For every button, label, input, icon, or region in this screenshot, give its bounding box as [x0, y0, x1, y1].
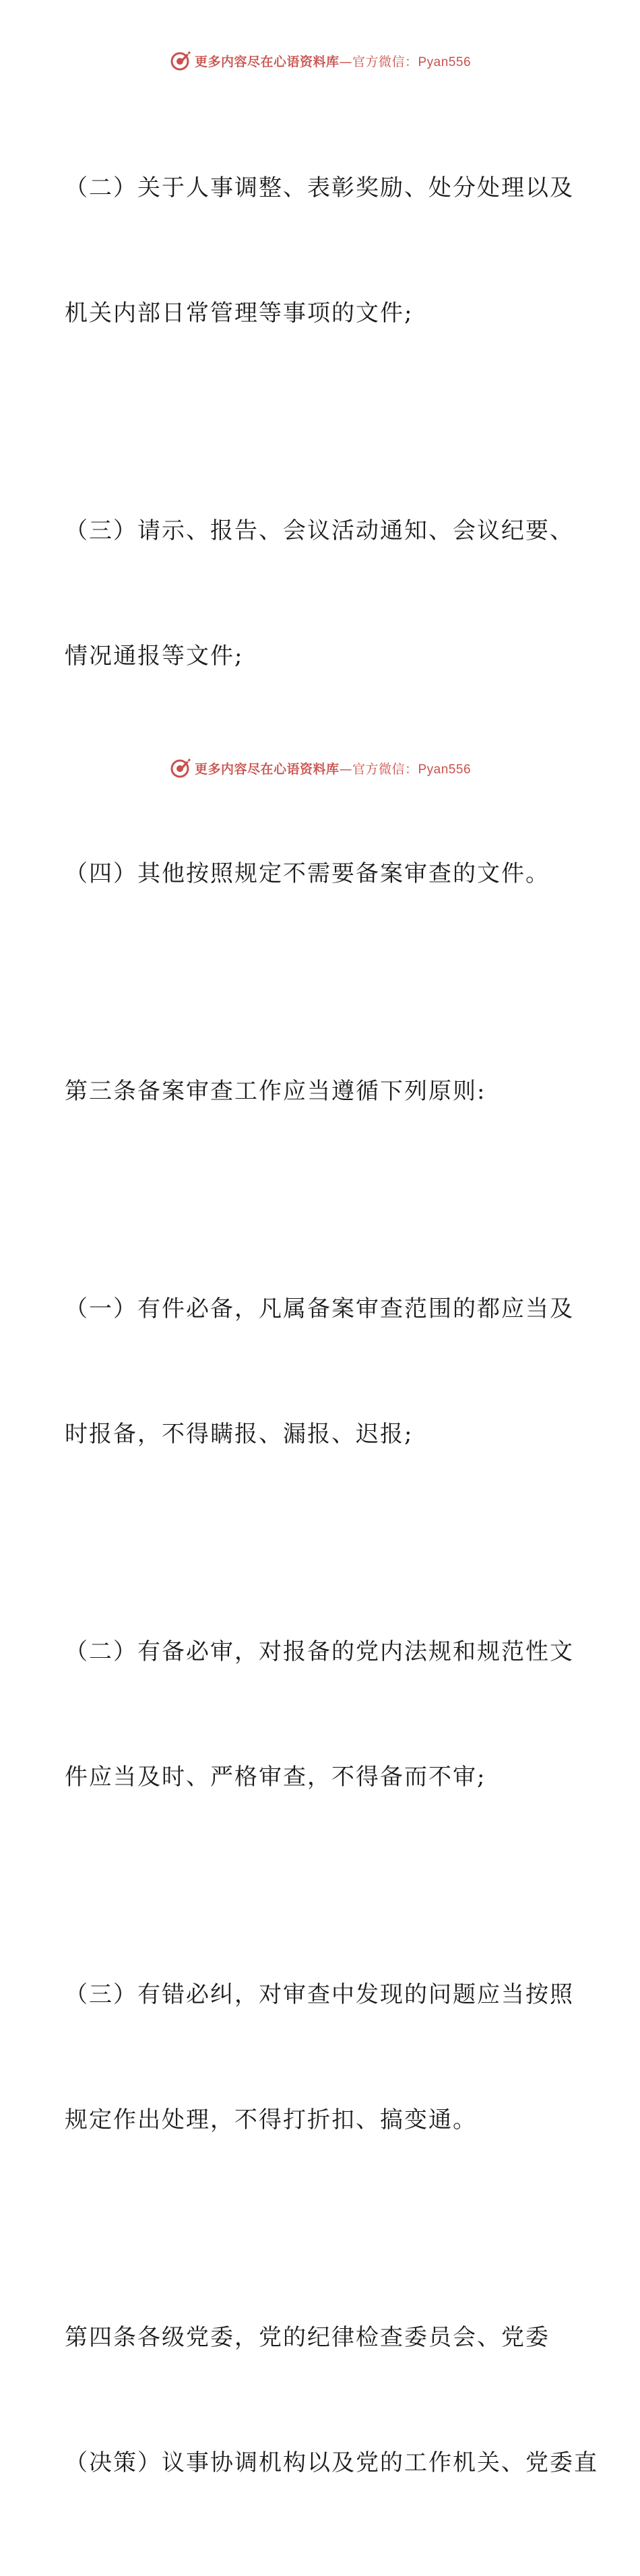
text-line: 第四条各级党委，党的纪律检查委员会、党委	[65, 2324, 550, 2351]
document-body	[65, 84, 598, 2576]
article-heading	[65, 2233, 598, 2567]
paragraph	[65, 1890, 577, 2224]
text-line: 件应当及时、严格审查，不得备而不审;	[65, 1764, 486, 1791]
text-line: （一）有件必备，凡属备案审查范围的都应当及	[65, 1295, 574, 1322]
watermark-wechat-id: Pyan556	[418, 762, 472, 777]
text-line: 机关内部日常管理等事项的文件;	[65, 300, 414, 327]
watermark-site: 更多内容尽在心语资料库	[194, 761, 340, 777]
quill-logo-icon	[169, 49, 192, 72]
text-line: （二）关于人事调整、表彰奖励、处分处理以及	[65, 174, 574, 201]
watermark-text	[195, 52, 471, 70]
watermark-wechat-id: Pyan556	[418, 55, 472, 69]
paragraph	[65, 426, 577, 761]
text-line: （决策）议事协调机构以及党的工作机关、党委直	[65, 2449, 598, 2476]
header-watermark	[0, 47, 640, 74]
text-line: （三）有错必纠，对审查中发现的问题应当按照	[65, 1981, 574, 2008]
paragraph	[65, 84, 577, 418]
text-line: 第三条备案审查工作应当遵循下列原则:	[65, 1078, 486, 1105]
watermark-wechat-label: —官方微信：	[339, 54, 418, 69]
paragraph	[65, 769, 577, 978]
text-line: 情况通报等文件;	[65, 643, 244, 670]
paragraph	[65, 1547, 577, 1881]
watermark-wechat-label: —官方微信：	[339, 761, 418, 777]
text-line: （四）其他按照规定不需要备案审查的文件。	[65, 860, 550, 887]
text-line: （二）有备必审，对报备的党内法规和规范性文	[65, 1638, 574, 1665]
watermark-text	[195, 759, 471, 777]
text-line: （三）请示、报告、会议活动通知、会议纪要、	[65, 517, 574, 544]
text-line: 时报备，不得瞒报、漏报、迟报;	[65, 1421, 414, 1448]
footer-watermark	[0, 754, 640, 781]
text-line: 规定作出处理，不得打折扣、搞变通。	[65, 2106, 477, 2133]
article-heading	[65, 987, 577, 1196]
quill-logo-icon	[169, 756, 192, 779]
watermark-site: 更多内容尽在心语资料库	[194, 54, 340, 69]
paragraph	[65, 1204, 577, 1539]
